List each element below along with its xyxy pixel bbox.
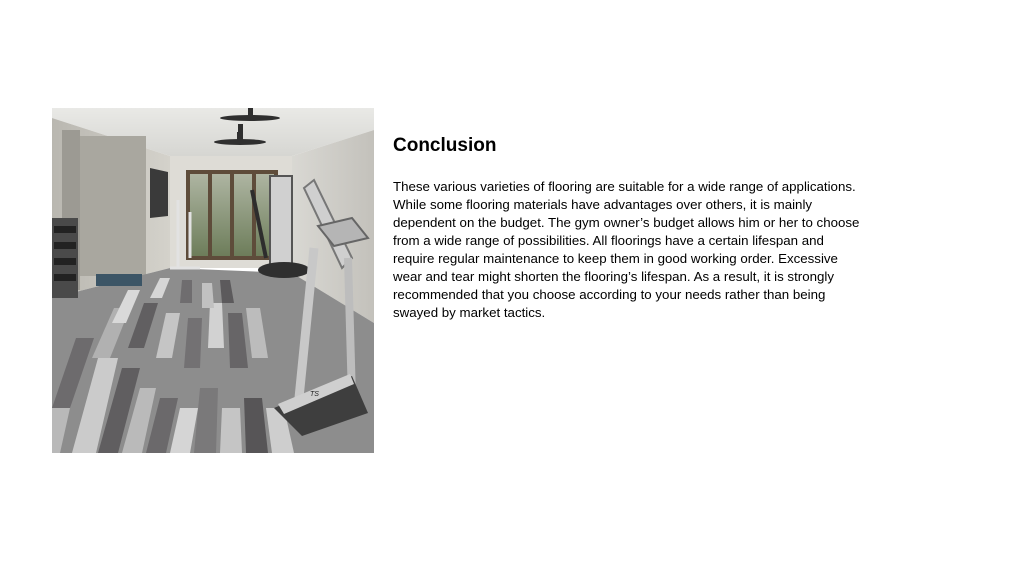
slide-content [393,134,863,322]
slide-body-text: These various varieties of flooring are suitable for a wide range of applications. While some flooring materials have advantages over others, it is mainly dependent on the budget. The gym owner’s budget allows him or her to choose from a wide range of possibilities. All floorings have a certain lifespan and require regular maintenance to keep them in good working order. Excessive wear and tear might shorten the flooring’s lifespan. As a result, it is strongly recommended that you choose according to your needs rather than being swayed by market tactics. [393,179,860,320]
slide-title: Conclusion [393,135,497,156]
treadmill-label: TS [310,391,319,398]
home-gym-photo [52,108,374,453]
